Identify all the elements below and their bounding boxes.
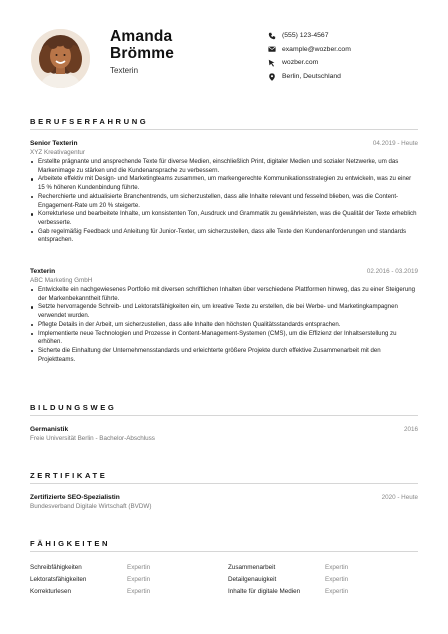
job-role: Texterin [110,66,139,75]
contact-phone [268,29,351,43]
contact-website[interactable] [268,56,351,70]
job-bullets [30,158,418,245]
certificate-title: Zertifizierte SEO-Spezialistin [30,494,120,501]
certificates-heading: ZERTIFIKATE [30,471,108,480]
bullet-item: Arbeitete effektiv mit Design- und Marketingteams zusammen, um markengerechte Kommunikationsstrategien zu entwickeln, was zu einer 15 % höheren Kundenbindung führte. [30,175,418,192]
section-divider [30,415,418,416]
certificate-issuer: Bundesverband Digitale Wirtschaft (BVDW) [30,503,152,510]
section-divider [30,551,418,552]
bullet-item: Korrekturlese und bearbeitete Inhalte, um konsistenten Ton, Ausdruck und Grammatik zu gewährleisten, was die Qualität der Texte erheblich verbesserte. [30,210,418,227]
location-icon [268,73,276,81]
bullet-item: Implementierte neue Technologien und Prozesse in Content-Management-Systemen (CMS), um die Effizienz der Inhaltserstellung zu erhöhen. [30,330,418,347]
education-heading: BILDUNGSWEG [30,403,117,412]
last-name: Brömme [110,45,175,62]
avatar [31,29,90,88]
skill-name: Zusammenarbeit [228,564,276,571]
experience-heading: BERUFSERFAHRUNG [30,117,149,126]
phone-icon [268,32,276,40]
job-bullets [30,286,418,364]
education-date: 2016 [403,426,418,433]
skill-level: Expertin [127,588,151,595]
education-institution: Freie Universität Berlin - Bachelor-Abschluss [30,435,155,442]
job-date: 04.2019 - Heute [372,140,418,147]
skill-name: Korrekturlesen [30,588,71,595]
job-company: XYZ Kreativagentur [30,149,85,156]
section-divider [30,129,418,130]
bullet-item: Setzte hervorragende Schreib- und Lektoratsfähigkeiten ein, um kreative Texte zu erstellen, die bei Werbe- und Marketingkampagnen verwendet wurden. [30,303,418,320]
skill-name: Detailgenauigkeit [228,576,277,583]
contact-email[interactable] [268,43,351,57]
bullet-item: Sicherte die Einhaltung der Unternehmensstandards und erleichterte größere Projekte durch effektive Zusammenarbeit mit den Projektteams. [30,347,418,364]
skills-heading: FÄHIGKEITEN [30,539,111,548]
job-date: 02.2016 - 03.2019 [366,268,418,275]
bullet-item: Erstellte prägnante und ansprechende Texte für diverse Medien, einschließlich Print, digitaler Medien und sozialer Netzwerke, um das Markenimage zu stärken und die Kundenansprache zu verbessern. [30,158,418,175]
skill-level: Expertin [325,564,349,571]
skill-level: Expertin [325,588,349,595]
certificate-date: 2020 - Heute [381,494,418,501]
email-icon [268,45,276,53]
email-text[interactable]: example@wozber.com [282,45,351,53]
education-title: Germanistik [30,426,69,433]
contact-list [268,29,351,83]
location-text: Berlin, Deutschland [282,73,341,81]
skill-level: Expertin [127,576,151,583]
website-text[interactable]: wozber.com [282,59,319,67]
bullet-item: Gab regelmäßig Feedback und Anleitung für Junior-Texter, um sicherzustellen, dass alle Texte den Kundenanforderungen und standards entsprachen. [30,228,418,245]
section-divider [30,483,418,484]
bullet-item: Pflegte Details in der Arbeit, um sicherzustellen, dass alle Inhalte den höchsten Qualitätsstandards entsprachen. [30,321,418,330]
job-company: ABC Marketing GmbH [30,277,93,284]
skill-level: Expertin [325,576,349,583]
link-icon [268,59,276,67]
first-name: Amanda [110,28,173,45]
candidate-name [110,28,174,62]
contact-location [268,70,351,84]
skill-name: Lektoratsfähigkeiten [30,576,87,583]
skill-name: Schreibfähigkeiten [30,564,82,571]
job-title: Senior Texterin [30,140,78,147]
bullet-item: Recherchierte und aktualisierte Branchentrends, um sicherzustellen, dass alle Inhalte relevant und fesselnd blieben, was die Content-Engagement-Rate um 20 % steigerte. [30,193,418,210]
phone-text: (555) 123-4567 [282,32,329,40]
bullet-item: Entwickelte ein nachgewiesenes Portfolio mit diversen schriftlichen Inhalten über verschiedene Plattformen hinweg, das zu einer Steigerung der Markenbekanntheit führte. [30,286,418,303]
job-title: Texterin [30,268,56,275]
skill-level: Expertin [127,564,151,571]
skill-name: Inhalte für digitale Medien [228,588,301,595]
